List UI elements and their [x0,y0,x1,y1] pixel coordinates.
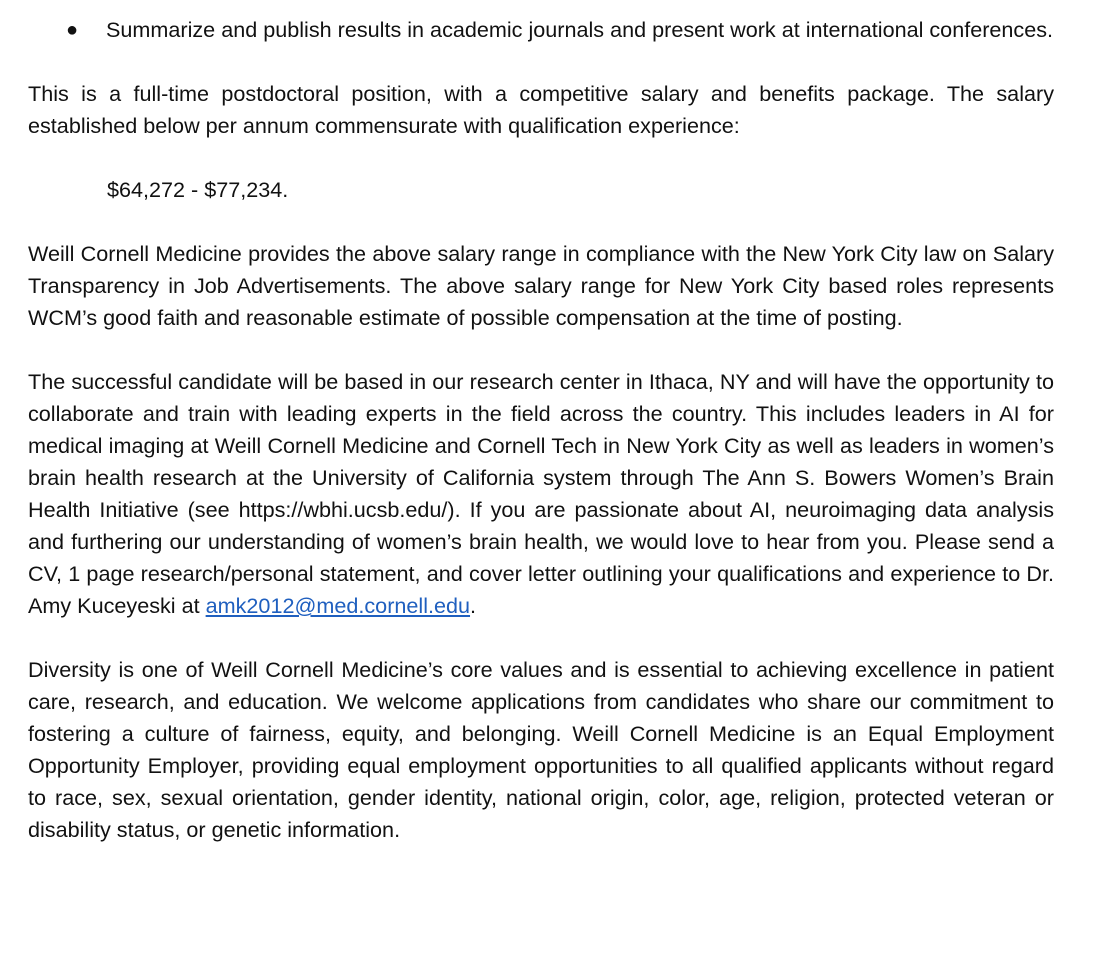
document-page [28,14,1054,878]
transparency-paragraph: Weill Cornell Medicine provides the above salary range in compliance with the New York City law on Salary Transparency in Job Advertisements. The above salary range for New York City based roles represents WCM’s good faith and reasonable estimate of possible compensation at the time of posting. [28,241,1054,330]
position-paragraph: This is a full-time postdoctoral position, with a competitive salary and benefits package. The salary established below per annum commensurate with qualification experience: [28,81,1054,138]
bullet-icon: ● [66,19,79,41]
candidate-text-end: . [470,593,477,618]
candidate-paragraph [28,366,1054,622]
candidate-text: The successful candidate will be based in our research center in Ithaca, NY and will have the opportunity to collaborate and train with leading experts in the field across the country. This includes leaders in AI for medical imaging at Weill Cornell Medicine and Cornell Tech in New York City as well as leaders in women’s brain health research at the University of California system through The Ann S. Bowers Women’s Brain Health Initiative (see https://wbhi.ucsb.edu/). If you are passionate about AI, neuroimaging data analysis and furthering our understanding of women’s brain health, we would love to hear from you. Please send a CV, 1 page research/personal statement, and cover letter outlining your qualifications and experience to Dr. Amy Kuceyeski at [28,369,1054,618]
email-link[interactable]: amk2012@med.cornell.edu [205,593,471,618]
bullet-text: Summarize and publish results in academic journals and present work at international conferences. [106,17,1054,42]
salary-range: $64,272 - $77,234. [107,177,289,202]
diversity-paragraph: Diversity is one of Weill Cornell Medicine’s core values and is essential to achieving excellence in patient care, research, and education. We welcome applications from candidates who share our commitment to fostering a culture of fairness, equity, and belonging. Weill Cornell Medicine is an Equal Employment Opportunity Employer, providing equal employment opportunities to all qualified applicants without regard to race, sex, sexual orientation, gender identity, national origin, color, age, religion, protected veteran or disability status, or genetic information. [28,657,1054,842]
bullet-item [28,14,1054,46]
